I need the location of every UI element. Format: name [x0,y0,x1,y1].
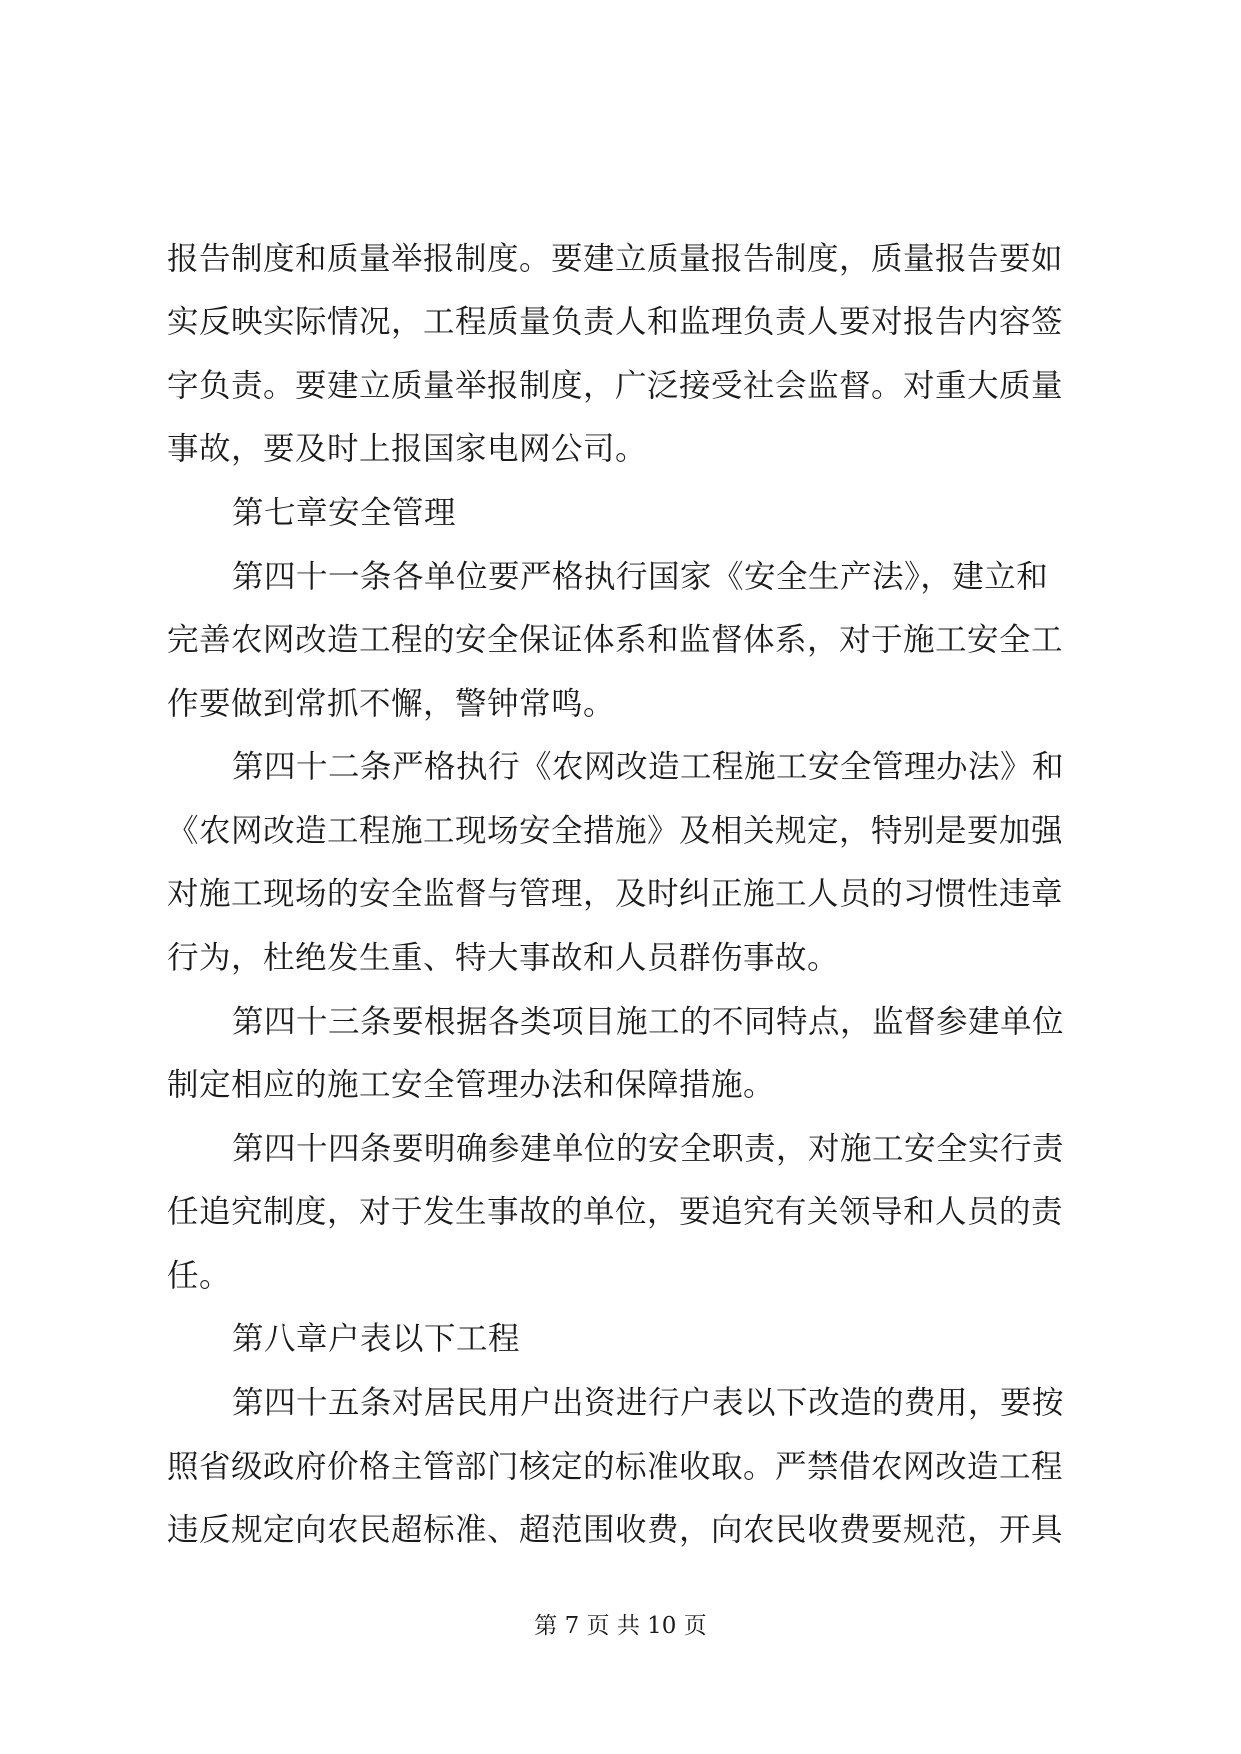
text-line: 制定相应的施工安全管理办法和保障措施。 [167,1067,776,1103]
text-line: 违反规定向农民超标准、超范围收费，向农民收费要规范，开具 [167,1512,1064,1548]
text-line: 对施工现场的安全监督与管理，及时纠正施工人员的习惯性违章 [167,876,1064,912]
text-line: 实反映实际情况，工程质量负责人和监理负责人要对报告内容签 [167,304,1064,340]
text-line: 照省级政府价格主管部门核定的标准收取。严禁借农网改造工程 [167,1449,1064,1485]
text-line: 字负责。要建立质量举报制度，广泛接受社会监督。对重大质量 [167,368,1064,404]
text-line: 任追究制度，对于发生事故的单位，要追究有关领导和人员的责 [167,1194,1064,1230]
text-line: 完善农网改造工程的安全保证体系和监督体系，对于施工安全工 [167,622,1064,658]
text-line: 报告制度和质量举报制度。要建立质量报告制度，质量报告要如 [167,241,1064,277]
text-line: 第四十四条要明确参建单位的安全职责，对施工安全实行责 [232,1131,1065,1167]
text-line: 第四十五条对居民用户出资进行户表以下改造的费用，要按 [232,1385,1065,1421]
text-line: 第四十一条各单位要严格执行国家《安全生产法》，建立和 [232,559,1049,595]
text-line: 事故，要及时上报国家电网公司。 [167,431,648,467]
text-line: 任。 [167,1258,232,1294]
text-line: 第四十三条要根据各类项目施工的不同特点，监督参建单位 [232,1004,1065,1040]
chapter-heading: 第八章户表以下工程 [232,1321,521,1357]
text-line: 《农网改造工程施工现场安全措施》及相关规定，特别是要加强 [167,813,1064,849]
text-line: 第四十二条严格执行《农网改造工程施工安全管理办法》和 [232,749,1065,785]
chapter-heading: 第七章安全管理 [232,495,457,531]
text-line: 作要做到常抓不懈，警钟常鸣。 [167,686,616,722]
text-line: 行为，杜绝发生重、特大事故和人员群伤事故。 [167,940,840,976]
page-number-footer: 第 7 页 共 10 页 [534,1613,707,1639]
